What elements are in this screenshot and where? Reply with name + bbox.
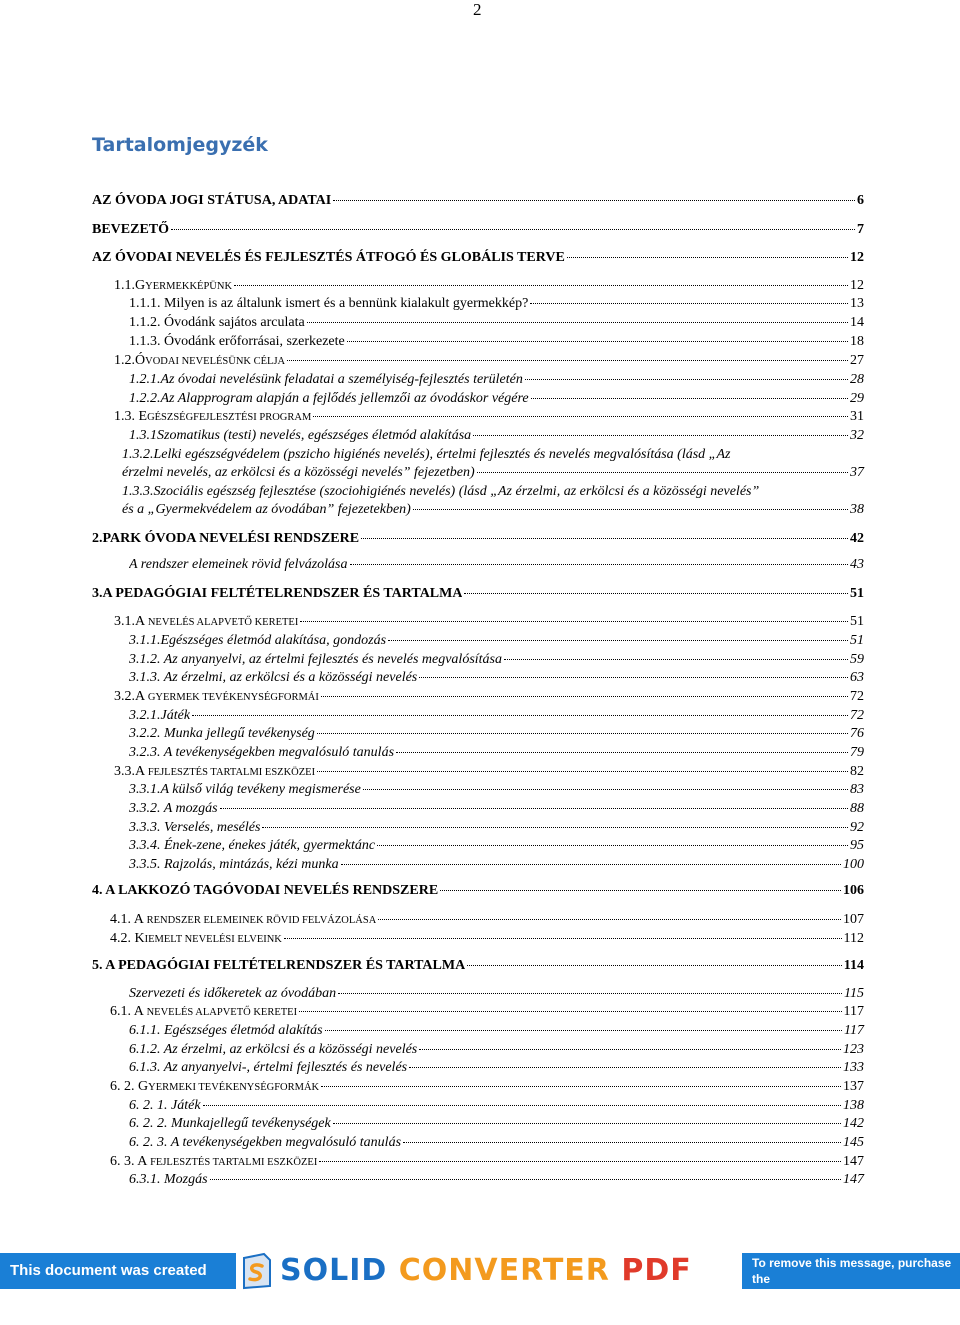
leader-dots: [313, 416, 848, 417]
leader-dots: [419, 677, 848, 678]
toc-entry[interactable]: 3.1.A NEVELÉS ALAPVETŐ KERETEI 51: [114, 614, 864, 629]
leader-dots: [504, 659, 848, 660]
toc-entry[interactable]: 1.2.1.Az óvodai nevelésünk feladatai a személyiség-fejlesztés területén 28: [129, 372, 864, 387]
page-ref: 112: [843, 931, 864, 946]
leader-dots: [317, 771, 848, 772]
leader-dots: [307, 322, 848, 323]
page-ref: 106: [843, 883, 864, 898]
leader-dots: [347, 341, 848, 342]
leader-dots: [171, 229, 855, 230]
toc-entry[interactable]: AZ ÓVODAI NEVELÉS ÉS FEJLESZTÉS ÁTFOGÓ ÉS GLOBÁLIS TERVE 12: [92, 250, 864, 265]
toc-entry[interactable]: 3.3.5. Rajzolás, mintázás, kézi munka 100: [129, 857, 864, 872]
page-ref: 29: [850, 391, 864, 406]
page-ref: 100: [843, 857, 864, 872]
page-ref: 82: [850, 764, 864, 779]
leader-dots: [262, 827, 848, 828]
leader-dots: [409, 1067, 841, 1068]
toc-entry[interactable]: 3.A PEDAGÓGIAI FELTÉTELRENDSZER ÉS TARTALMA 51: [92, 586, 864, 601]
page-ref: 133: [843, 1060, 864, 1075]
toc-entry[interactable]: AZ ÓVODA JOGI STÁTUSA, ADATAI 6: [92, 193, 864, 208]
page-ref: 59: [850, 652, 864, 667]
page-ref: 79: [850, 745, 864, 760]
leader-dots: [413, 509, 848, 510]
toc-entry[interactable]: 3.2.2. Munka jellegű tevékenység 76: [129, 726, 864, 741]
page-ref: 95: [850, 838, 864, 853]
solid-converter-banner[interactable]: [0, 1250, 960, 1318]
toc-entry[interactable]: 6. 2. GYERMEKI TEVÉKENYSÉGFORMÁK 137: [110, 1079, 864, 1094]
leader-dots: [350, 564, 848, 565]
page-ref: 72: [850, 708, 864, 723]
page-ref: 117: [843, 1004, 864, 1019]
page-ref: 138: [843, 1098, 864, 1113]
toc-entry[interactable]: 3.1.1.Egészséges életmód alakítása, gondozás 51: [129, 633, 864, 648]
leader-dots: [567, 257, 848, 258]
toc-entry[interactable]: 3.3.3. Verselés, mesélés 92: [129, 820, 864, 835]
toc-entry[interactable]: 3.3.1.A külső világ tevékeny megismerése 83: [129, 782, 864, 797]
page-ref: 32: [850, 428, 864, 443]
leader-dots: [531, 398, 848, 399]
toc-entry[interactable]: 1.2.2.Az Alapprogram alapján a fejlődés jellemzői az óvodáskor végére 29: [129, 391, 864, 406]
leader-dots: [396, 752, 848, 753]
toc-entry[interactable]: 1.3.2.Lelki egészségvédelem (pszicho higiénés nevelés), értelmi fejlesztés és nevelés megvalósítása (lásd „Az érzelmi nevelés, az erkölcsi és a közösségi nevelés” fejezetben) 37: [122, 447, 864, 480]
page-ref: 28: [850, 372, 864, 387]
toc-entry[interactable]: 4.2. KIEMELT NEVELÉSI ELVEINK 112: [110, 931, 864, 946]
banner-right-text: To remove this message, purchase the product at www.SolidDocuments.com: [742, 1253, 960, 1289]
leader-dots: [467, 965, 842, 966]
page-ref: 147: [843, 1154, 864, 1169]
leader-dots: [419, 1049, 841, 1050]
leader-dots: [440, 890, 841, 891]
leader-dots: [299, 1011, 841, 1012]
toc-entry[interactable]: 1.1.3. Óvodánk erőforrásai, szerkezete 18: [129, 334, 864, 349]
leader-dots: [300, 621, 848, 622]
leader-dots: [333, 1123, 841, 1124]
toc-entry[interactable]: 6. 2. 1. Játék 138: [129, 1098, 864, 1113]
toc-entry[interactable]: 3.2.1.Játék 72: [129, 708, 864, 723]
toc-entry[interactable]: 4.1. A RENDSZER ELEMEINEK RÖVID FELVÁZOLÁSA 107: [110, 912, 864, 927]
leader-dots: [363, 789, 848, 790]
page-ref: 76: [850, 726, 864, 741]
page-ref: 117: [844, 1023, 864, 1038]
toc-entry[interactable]: 3.1.2. Az anyanyelvi, az értelmi fejlesztés és nevelés megvalósítása 59: [129, 652, 864, 667]
banner-brand: SOLID CONVERTER PDF: [280, 1253, 692, 1288]
leader-dots: [338, 993, 842, 994]
leader-dots: [319, 1161, 841, 1162]
page-ref: 123: [843, 1042, 864, 1057]
page-ref: 37: [850, 465, 864, 480]
page-ref: 83: [850, 782, 864, 797]
toc-entry[interactable]: 1.1.1. Milyen is az általunk ismert és a bennünk kialakult gyermekkép? 13: [129, 296, 864, 311]
page-ref: 27: [850, 353, 864, 368]
leader-dots: [333, 200, 855, 201]
page-ref: 51: [850, 614, 864, 629]
toc-entry[interactable]: 3.1.3. Az érzelmi, az erkölcsi és a közösségi nevelés 63: [129, 670, 864, 685]
toc-entry[interactable]: Szervezeti és időkeretek az óvodában 115: [129, 986, 864, 1001]
page-ref: 14: [850, 315, 864, 330]
toc-entry[interactable]: 3.3.A FEJLESZTÉS TARTALMI ESZKÖZEI 82: [114, 764, 864, 779]
page-ref: 6: [857, 193, 864, 208]
page-ref: 13: [850, 296, 864, 311]
leader-dots: [341, 864, 841, 865]
leader-dots: [325, 1030, 842, 1031]
leader-dots: [234, 285, 848, 286]
leader-dots: [220, 808, 848, 809]
page-number: 2: [473, 0, 482, 19]
toc-entry[interactable]: 3.2.A GYERMEK TEVÉKENYSÉGFORMÁI 72: [114, 689, 864, 704]
toc-entry[interactable]: 3.2.3. A tevékenységekben megvalósuló tanulás 79: [129, 745, 864, 760]
toc-entry[interactable]: 1.3.3.Szociális egészség fejlesztése (szociohigiénés nevelés) (lásd „Az érzelmi, az erkölcsi és a közösségi nevelés” és a „Gyermekvédelem az óvodában” fejezetekben) 38: [122, 484, 864, 517]
leader-dots: [473, 435, 848, 436]
toc-entry[interactable]: 6.1.1. Egészséges életmód alakítás 117: [129, 1023, 864, 1038]
leader-dots: [321, 1086, 841, 1087]
leader-dots: [284, 938, 842, 939]
page-ref: 63: [850, 670, 864, 685]
page-ref: 115: [844, 986, 864, 1001]
toc-entry[interactable]: 1.3.1Szomatikus (testi) nevelés, egészséges életmód alakítása 32: [129, 428, 864, 443]
toc-entry[interactable]: 1.1.2. Óvodánk sajátos arculata 14: [129, 315, 864, 330]
page-ref: 137: [843, 1079, 864, 1094]
leader-dots: [525, 379, 848, 380]
page-ref: 38: [850, 502, 864, 517]
leader-dots: [317, 733, 848, 734]
leader-dots: [321, 696, 848, 697]
page-ref: 114: [843, 958, 864, 973]
page-ref: 12: [850, 278, 864, 293]
toc-entry[interactable]: 6.1. A NEVELÉS ALAPVETŐ KERETEI 117: [110, 1004, 864, 1019]
toc-entry[interactable]: 6.3.1. Mozgás 147: [129, 1172, 864, 1187]
page-ref: 145: [843, 1135, 864, 1150]
page-ref: 43: [850, 557, 864, 572]
toc-entry[interactable]: 4. A LAKKOZÓ TAGÓVODAI NEVELÉS RENDSZERE 106: [92, 883, 864, 898]
page-ref: 147: [843, 1172, 864, 1187]
page-ref: 92: [850, 820, 864, 835]
toc-entry[interactable]: 2.PARK ÓVODA NEVELÉSI RENDSZERE 42: [92, 531, 864, 546]
leader-dots: [477, 472, 848, 473]
leader-dots: [388, 640, 848, 641]
leader-dots: [377, 845, 848, 846]
toc-entry[interactable]: 1.3. EGÉSZSÉGFEJLESZTÉSI PROGRAM 31: [114, 409, 864, 424]
banner-left-text: This document was created using: [0, 1253, 236, 1289]
solid-logo-icon: [240, 1252, 274, 1290]
toc-entry[interactable]: 1.1.GYERMEKKÉPÜNK 12: [114, 278, 864, 293]
toc-entry[interactable]: BEVEZETŐ 7: [92, 222, 864, 237]
leader-dots: [403, 1142, 841, 1143]
toc-entry[interactable]: 5. A PEDAGÓGIAI FELTÉTELRENDSZER ÉS TARTALMA 114: [92, 958, 864, 973]
leader-dots: [464, 593, 848, 594]
leader-dots: [203, 1105, 841, 1106]
toc-entry[interactable]: 6. 3. A FEJLESZTÉS TARTALMI ESZKÖZEI 147: [110, 1154, 864, 1169]
page-ref: 142: [843, 1116, 864, 1131]
toc-entry[interactable]: 6.1.3. Az anyanyelvi-, értelmi fejlesztés és nevelés 133: [129, 1060, 864, 1075]
page-ref: 31: [850, 409, 864, 424]
toc-entry[interactable]: 3.3.4. Ének-zene, énekes játék, gyermektánc 95: [129, 838, 864, 853]
page-ref: 42: [850, 531, 864, 546]
page-ref: 72: [850, 689, 864, 704]
toc-entry[interactable]: 1.2.ÓVODAI NEVELÉSÜNK CÉLJA 27: [114, 353, 864, 368]
leader-dots: [361, 538, 848, 539]
leader-dots: [192, 715, 848, 716]
leader-dots: [378, 919, 841, 920]
page-ref: 12: [850, 250, 864, 265]
page-ref: 107: [843, 912, 864, 927]
toc-entry[interactable]: 6.1.2. Az érzelmi, az erkölcsi és a közösségi nevelés 123: [129, 1042, 864, 1057]
leader-dots: [287, 360, 848, 361]
toc-entry[interactable]: 6. 2. 2. Munkajellegű tevékenységek 142: [129, 1116, 864, 1131]
toc-entry[interactable]: 3.3.2. A mozgás 88: [129, 801, 864, 816]
toc-entry[interactable]: A rendszer elemeinek rövid felvázolása 43: [129, 557, 864, 572]
leader-dots: [210, 1179, 841, 1180]
page-ref: 51: [850, 633, 864, 648]
page-ref: 7: [857, 222, 864, 237]
toc-entry[interactable]: 6. 2. 3. A tevékenységekben megvalósuló tanulás 145: [129, 1135, 864, 1150]
page-ref: 88: [850, 801, 864, 816]
page-ref: 51: [850, 586, 864, 601]
leader-dots: [530, 303, 848, 304]
page-ref: 18: [850, 334, 864, 349]
toc-heading: Tartalomjegyzék: [92, 134, 268, 156]
